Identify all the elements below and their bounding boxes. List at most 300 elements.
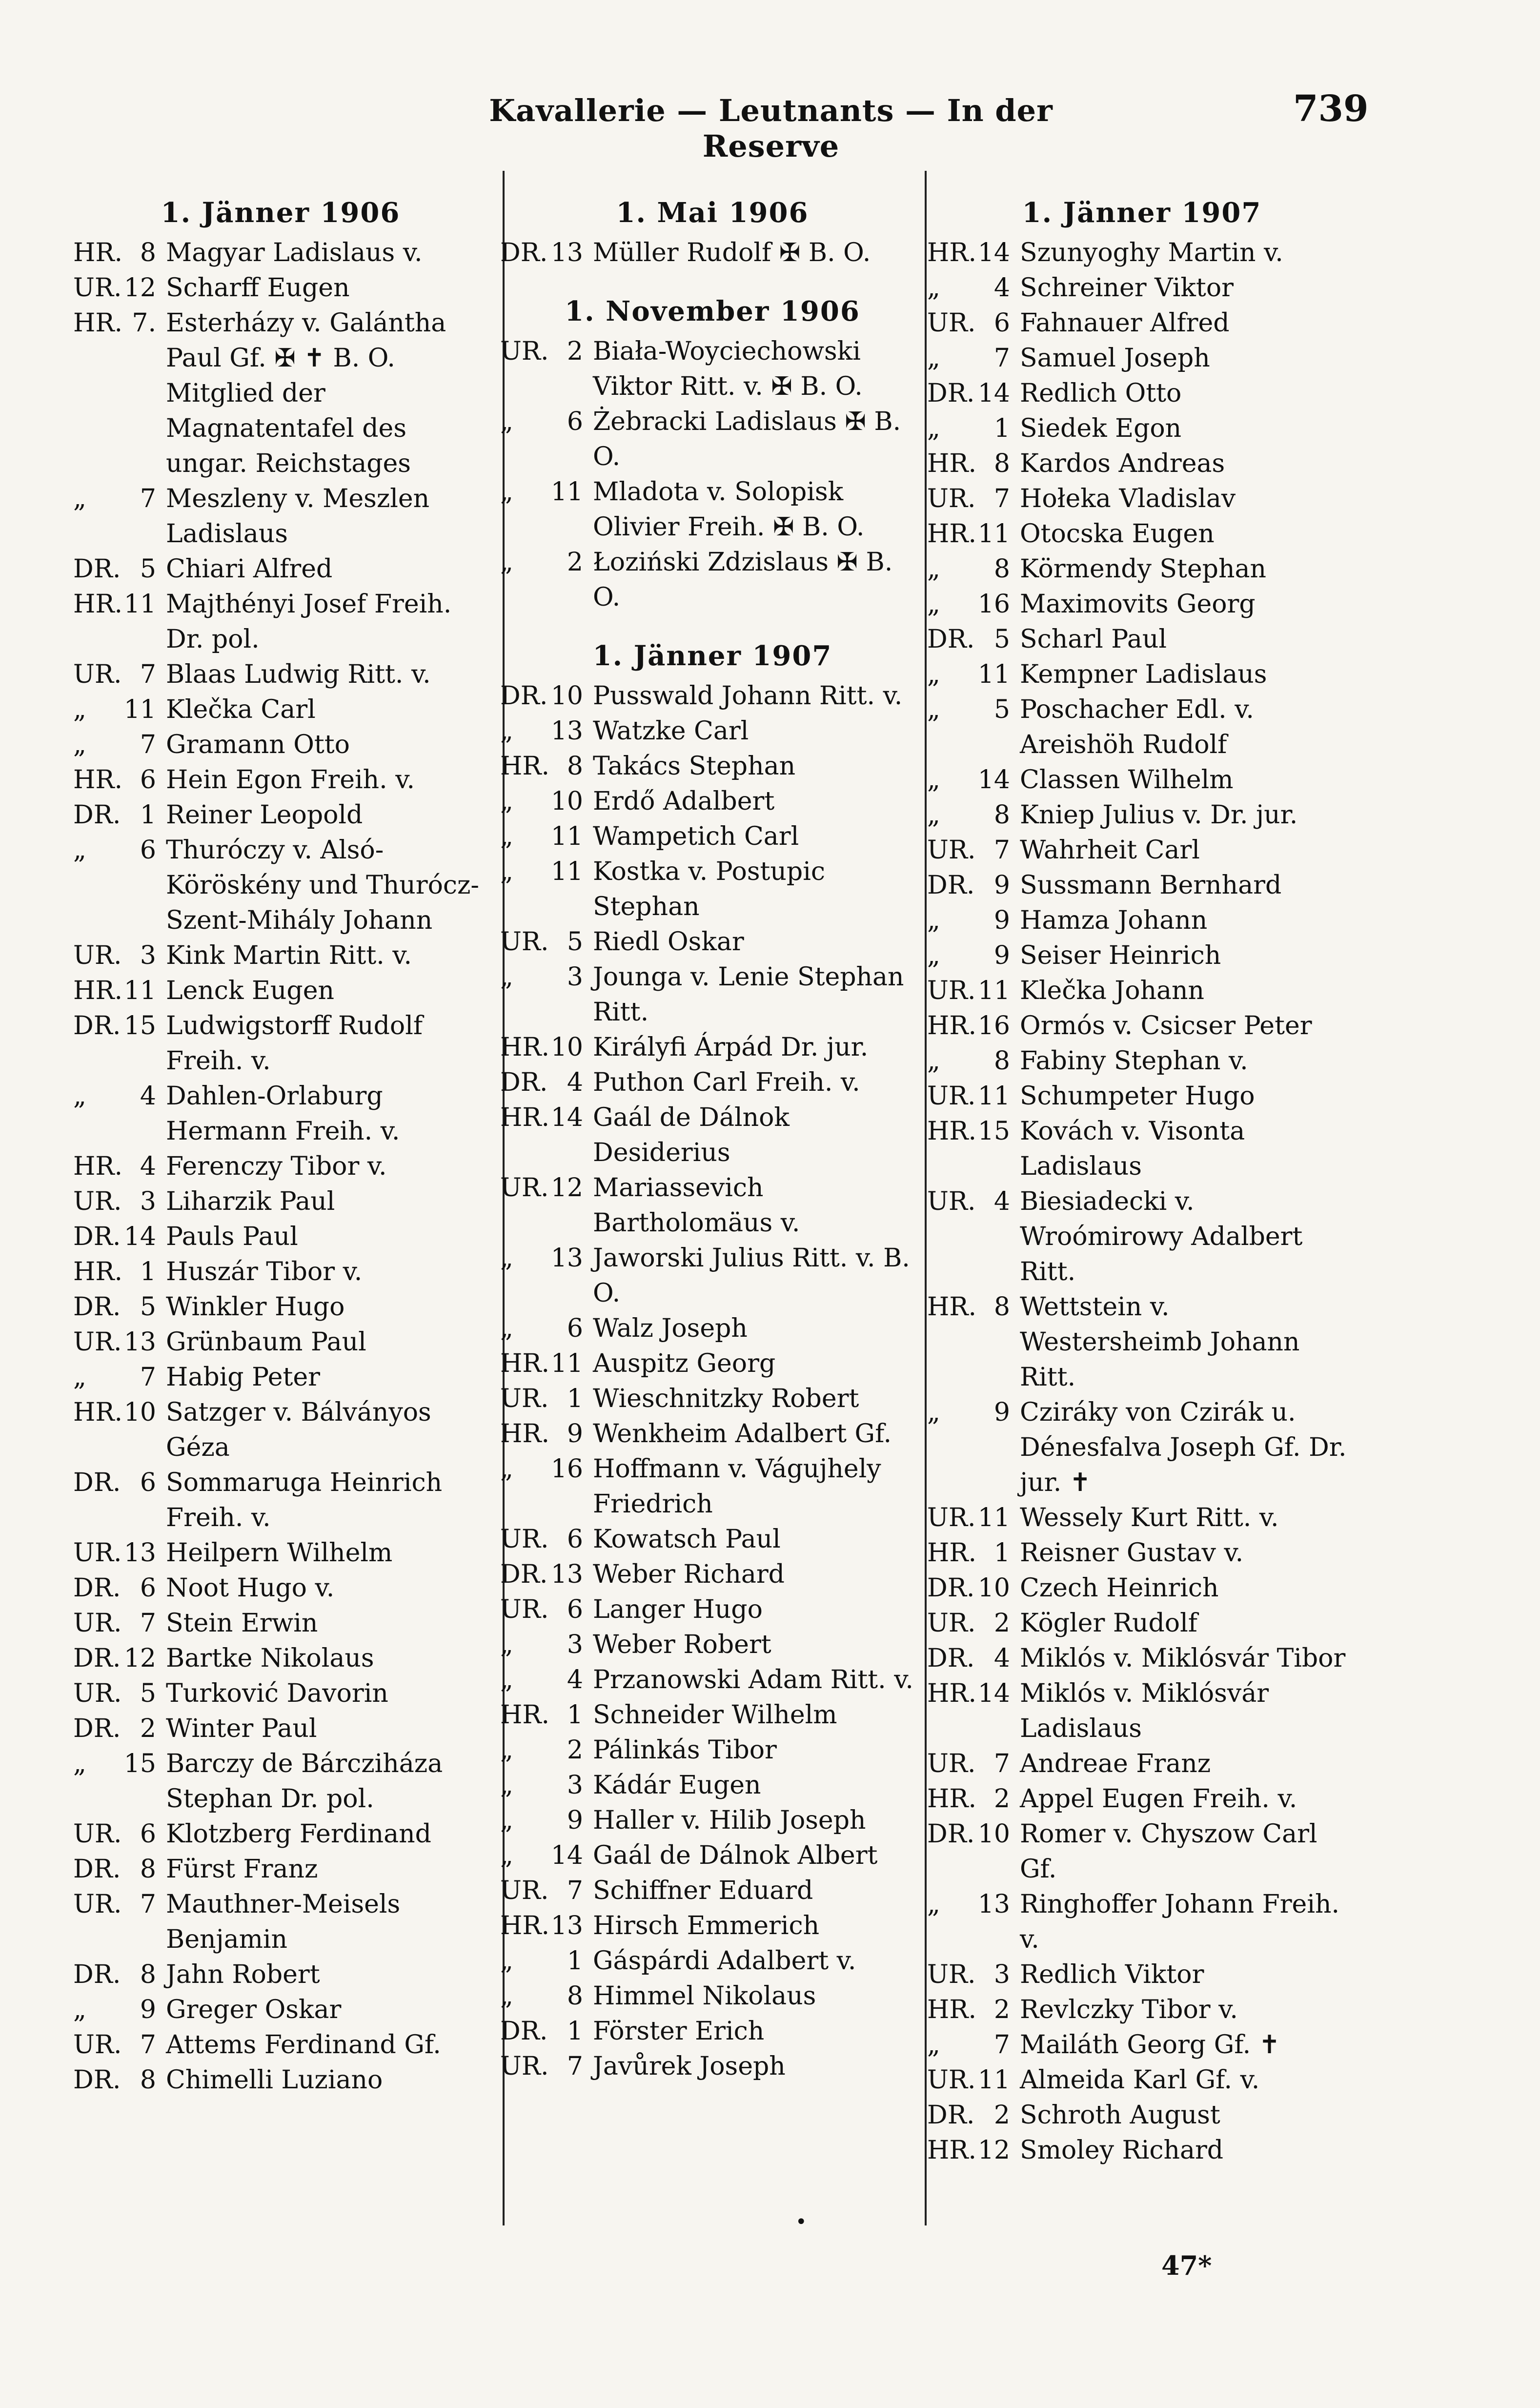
rank-day: 13: [977, 1890, 1010, 1919]
officer-name: Almeida Karl Gf. v.: [1020, 2065, 1260, 2095]
list-item: [73, 1465, 488, 1535]
list-item: [73, 1008, 488, 1079]
signature-mark: 47*: [1161, 2250, 1212, 2281]
regiment-abbrev: „: [500, 822, 513, 851]
officer-name: Poschacher Edl. v. Areishöh Rudolf: [1020, 695, 1254, 759]
regiment-abbrev: DR.: [73, 1573, 121, 1603]
rank-day: 6: [567, 407, 583, 436]
officer-name: Majthényi Josef Freih. Dr. pol.: [166, 590, 452, 654]
rank-day: 16: [977, 1011, 1010, 1041]
rank-day: 12: [550, 1173, 583, 1203]
regiment-abbrev: UR.: [927, 1749, 976, 1778]
regiment-abbrev: DR.: [500, 681, 548, 711]
rank-day: 5: [567, 927, 583, 957]
regiment-abbrev: „: [500, 1735, 513, 1765]
list-item: [500, 749, 925, 784]
officer-name: Pusswald Johann Ritt. v.: [593, 681, 903, 711]
regiment-abbrev: HR.: [927, 2136, 977, 2165]
regiment-abbrev: DR.: [73, 554, 121, 584]
regiment-abbrev: „: [500, 1806, 513, 1835]
rank-day: 11: [123, 695, 156, 724]
officer-name: Żebracki Ladislaus ✠ B. O.: [593, 407, 901, 471]
regiment-abbrev: „: [73, 1995, 86, 2024]
regiment-abbrev: „: [927, 695, 940, 724]
list-item: [500, 1733, 925, 1768]
regiment-abbrev: „: [500, 857, 513, 886]
officer-name: Ormós v. Csicser Peter: [1020, 1011, 1312, 1041]
list-item: [927, 868, 1357, 903]
officer-name: Förster Erich: [593, 2017, 765, 2046]
list-item: [927, 1008, 1357, 1043]
regiment-abbrev: HR.: [927, 1538, 977, 1568]
officer-name: Klečka Johann: [1020, 976, 1205, 1005]
rank-day: 10: [550, 681, 583, 711]
officer-name: Attems Ferdinand Gf.: [166, 2030, 441, 2060]
officer-name: Chiari Alfred: [166, 554, 333, 584]
regiment-abbrev: „: [500, 407, 513, 436]
regiment-abbrev: „: [500, 1841, 513, 1870]
officer-name: Wettstein v. Westersheimb Johann Ritt.: [1020, 1292, 1300, 1392]
list-item: [73, 1711, 488, 1746]
list-item: [500, 1170, 925, 1241]
regiment-abbrev: „: [927, 1046, 940, 1076]
officer-name: Blaas Ludwig Ritt. v.: [166, 660, 431, 689]
list-item: [73, 1219, 488, 1254]
regiment-abbrev: HR.: [73, 765, 123, 795]
rank-day: 7: [140, 660, 156, 689]
officer-name: Sommaruga Heinrich Freih. v.: [166, 1468, 443, 1532]
list-item: [73, 727, 488, 762]
list-item: [500, 1943, 925, 1979]
list-item: [927, 411, 1357, 446]
regiment-abbrev: HR.: [73, 1257, 123, 1286]
rank-day: 5: [993, 625, 1010, 654]
regiment-abbrev: DR.: [73, 1960, 121, 1989]
officer-name: Miklós v. Miklósvár Tibor: [1020, 1644, 1346, 1673]
rank-day: 3: [567, 1771, 583, 1800]
list-item: [73, 1254, 488, 1289]
officer-name: Maximovits Georg: [1020, 590, 1256, 619]
rank-day: 7: [140, 1890, 156, 1919]
officer-name: Himmel Nikolaus: [593, 1981, 816, 2011]
rank-day: 6: [993, 308, 1010, 338]
officer-name: Fürst Franz: [166, 1855, 318, 1884]
rank-day: 7: [140, 1609, 156, 1638]
list-item: [500, 854, 925, 924]
officer-name: Mailáth Georg Gf. ✝: [1020, 2030, 1280, 2060]
list-item: [73, 481, 488, 551]
list-item: [73, 1149, 488, 1184]
list-item: [927, 1641, 1357, 1676]
rank-day: 10: [123, 1398, 156, 1427]
regiment-abbrev: HR.: [500, 1419, 550, 1449]
officer-name: Szunyoghy Martin v.: [1020, 238, 1283, 267]
rank-day: 7: [140, 1363, 156, 1392]
officer-name: Kögler Rudolf: [1020, 1609, 1197, 1638]
column-1: [73, 190, 488, 2098]
list-item: [927, 1395, 1357, 1500]
officer-name: Dahlen-Orlaburg Hermann Freih. v.: [166, 1082, 400, 1146]
rank-day: 11: [977, 660, 1010, 689]
list-item: [73, 306, 488, 481]
regiment-abbrev: „: [73, 1082, 86, 1111]
rank-day: 6: [567, 1314, 583, 1343]
rank-day: 8: [567, 1981, 583, 2011]
regiment-abbrev: DR.: [927, 871, 975, 900]
list-item: [927, 797, 1357, 833]
regiment-abbrev: HR.: [73, 1152, 123, 1181]
officer-name: Winkler Hugo: [166, 1292, 345, 1322]
list-item: [927, 1079, 1357, 1114]
list-item: [927, 833, 1357, 868]
section-heading: 1. Jänner 1906: [161, 197, 401, 229]
officer-name: Wieschnitzky Robert: [593, 1384, 859, 1413]
regiment-abbrev: HR.: [927, 1679, 977, 1708]
regiment-abbrev: „: [927, 590, 940, 619]
regiment-abbrev: „: [500, 1630, 513, 1659]
regiment-abbrev: „: [500, 1981, 513, 2011]
rank-day: 9: [993, 906, 1010, 935]
officer-name: Pauls Paul: [166, 1222, 298, 1251]
section-heading: 1. Mai 1906: [616, 197, 809, 229]
rank-day: 2: [567, 337, 583, 366]
rank-day: 14: [977, 379, 1010, 408]
officer-name: Satzger v. Bálványos Géza: [166, 1398, 431, 1462]
list-item: [73, 1992, 488, 2027]
rank-day: 14: [977, 765, 1010, 795]
rank-day: 2: [140, 1714, 156, 1743]
regiment-abbrev: HR.: [927, 1011, 977, 1041]
rank-day: 7: [140, 730, 156, 759]
list-item: [927, 2133, 1357, 2168]
list-item: [500, 1381, 925, 1416]
list-item: [500, 1979, 925, 2014]
officer-name: Hamza Johann: [1020, 906, 1208, 935]
officer-name: Langer Hugo: [593, 1595, 763, 1624]
rank-day: 2: [993, 1995, 1010, 2024]
list-item: [73, 1957, 488, 1992]
officer-name: Takács Stephan: [593, 752, 796, 781]
list-item: [500, 819, 925, 854]
list-item: [500, 545, 925, 615]
officer-name: Javůrek Joseph: [593, 2052, 786, 2081]
regiment-abbrev: DR.: [73, 1855, 121, 1884]
list-item: [927, 2062, 1357, 2098]
regiment-abbrev: UR.: [927, 836, 976, 865]
list-item: [73, 1641, 488, 1676]
rank-day: 7: [993, 2030, 1010, 2060]
regiment-abbrev: UR.: [73, 1609, 122, 1638]
list-item: [500, 1030, 925, 1065]
list-item: [927, 516, 1357, 551]
list-item: [73, 1571, 488, 1606]
regiment-abbrev: UR.: [73, 1679, 122, 1708]
regiment-abbrev: „: [73, 695, 86, 724]
officer-name: Hein Egon Freih. v.: [166, 765, 415, 795]
list-item: [500, 404, 925, 474]
officer-name: Müller Rudolf ✠ B. O.: [593, 238, 871, 267]
officer-name: Puthon Carl Freih. v.: [593, 1068, 860, 1097]
rank-day: 4: [567, 1665, 583, 1694]
regiment-abbrev: UR.: [500, 2052, 549, 2081]
officer-name: Kovách v. Visonta Ladislaus: [1020, 1117, 1245, 1181]
regiment-abbrev: „: [927, 2030, 940, 2060]
regiment-abbrev: „: [73, 836, 86, 865]
officer-name: Samuel Joseph: [1020, 344, 1210, 373]
rank-day: 16: [550, 1454, 583, 1484]
list-item: [927, 1606, 1357, 1641]
list-item: [927, 2027, 1357, 2062]
rank-day: 11: [550, 822, 583, 851]
list-item: [73, 797, 488, 833]
list-item: [500, 714, 925, 749]
regiment-abbrev: „: [927, 554, 940, 584]
list-item: [73, 1746, 488, 1816]
list-item: [927, 446, 1357, 481]
rank-day: 5: [140, 1292, 156, 1322]
regiment-abbrev: UR.: [500, 1384, 549, 1413]
rank-day: 8: [993, 1046, 1010, 1076]
rank-day: 10: [977, 1573, 1010, 1603]
regiment-abbrev: DR.: [73, 2065, 121, 2095]
list-item: [73, 1395, 488, 1465]
officer-name: Gramann Otto: [166, 730, 350, 759]
rank-day: 8: [993, 449, 1010, 478]
list-item: [500, 1311, 925, 1346]
officer-name: Redlich Otto: [1020, 379, 1182, 408]
regiment-abbrev: UR.: [500, 1525, 549, 1554]
rank-day: 12: [123, 273, 156, 303]
rank-day: 6: [140, 1819, 156, 1849]
regiment-abbrev: HR.: [927, 519, 977, 549]
regiment-abbrev: UR.: [927, 1082, 976, 1111]
regiment-abbrev: „: [927, 800, 940, 830]
rank-day: 3: [567, 962, 583, 992]
list-item: [500, 924, 925, 959]
regiment-abbrev: HR.: [927, 1784, 977, 1814]
column-3: [927, 190, 1357, 2168]
officer-name: Grünbaum Paul: [166, 1327, 366, 1357]
officer-name: Winter Paul: [166, 1714, 317, 1743]
officer-name: Fabiny Stephan v.: [1020, 1046, 1248, 1076]
list-item: [73, 1816, 488, 1852]
rank-day: 16: [977, 590, 1010, 619]
regiment-abbrev: UR.: [927, 2065, 976, 2095]
officer-name: Wampetich Carl: [593, 822, 799, 851]
list-item: [927, 1746, 1357, 1781]
rank-day: 11: [977, 1503, 1010, 1532]
regiment-abbrev: UR.: [500, 337, 549, 366]
rank-day: 15: [123, 1749, 156, 1778]
officer-name: Gáspárdi Adalbert v.: [593, 1946, 856, 1976]
regiment-abbrev: „: [500, 1665, 513, 1694]
list-item: [500, 2014, 925, 2049]
list-item: [500, 1346, 925, 1381]
officer-name: Schroth August: [1020, 2101, 1220, 2130]
rank-day: 8: [993, 1292, 1010, 1322]
officer-name: Thuróczy v. Alsó-Köröskény und Thurócz-Szent-Mihály Johann: [166, 836, 480, 935]
list-item: [73, 1360, 488, 1395]
list-item: [927, 235, 1357, 270]
officer-name: Erdő Adalbert: [593, 787, 775, 816]
list-item: [927, 1289, 1357, 1395]
officer-name: Jahn Robert: [166, 1960, 320, 1989]
officer-name: Pálinkás Tibor: [593, 1735, 777, 1765]
section-heading: 1. November 1906: [565, 295, 860, 327]
regiment-abbrev: DR.: [73, 800, 121, 830]
rank-day: 11: [977, 2065, 1010, 2095]
list-item: [500, 235, 925, 270]
regiment-abbrev: DR.: [927, 1819, 975, 1849]
regiment-abbrev: DR.: [73, 1011, 121, 1041]
officer-name: Királyfi Árpád Dr. jur.: [593, 1033, 869, 1062]
regiment-abbrev: UR.: [927, 308, 976, 338]
regiment-abbrev: „: [500, 548, 513, 577]
officer-name: Chimelli Luziano: [166, 2065, 383, 2095]
regiment-abbrev: DR.: [927, 2101, 975, 2130]
officer-name: Jaworski Julius Ritt. v. B. O.: [593, 1244, 910, 1308]
officer-name: Łoziński Zdzislaus ✠ B. O.: [593, 548, 893, 612]
list-item: [927, 1043, 1357, 1079]
list-item: [73, 1887, 488, 1957]
list-item: [927, 692, 1357, 762]
regiment-abbrev: UR.: [73, 1187, 122, 1216]
regiment-abbrev: UR.: [73, 941, 122, 970]
regiment-abbrev: UR.: [73, 1819, 122, 1849]
regiment-abbrev: HR.: [73, 590, 123, 619]
list-item: [927, 1816, 1357, 1887]
list-item: [927, 270, 1357, 306]
regiment-abbrev: UR.: [500, 1876, 549, 1905]
rank-day: 4: [993, 1644, 1010, 1673]
officer-name: Schumpeter Hugo: [1020, 1082, 1255, 1111]
list-item: [73, 1079, 488, 1149]
rank-day: 8: [993, 800, 1010, 830]
rank-day: 6: [140, 1468, 156, 1497]
list-item: [500, 1803, 925, 1838]
regiment-abbrev: UR.: [500, 1173, 549, 1203]
officer-name: Jounga v. Lenie Stephan Ritt.: [593, 962, 904, 1027]
regiment-abbrev: „: [500, 1314, 513, 1343]
running-header: Kavallerie — Leutnants — In der Reserve: [489, 93, 1053, 164]
rank-day: 2: [567, 1735, 583, 1765]
list-item: [927, 1957, 1357, 1992]
list-item: [500, 1662, 925, 1697]
list-item: [73, 1676, 488, 1711]
list-item: [73, 762, 488, 797]
officer-name: Romer v. Chyszow Carl Gf.: [1020, 1819, 1317, 1884]
officer-name: Sussmann Bernhard: [1020, 871, 1282, 900]
rank-day: 7: [140, 484, 156, 513]
regiment-abbrev: DR.: [73, 1468, 121, 1497]
footer-dot: •: [795, 2211, 807, 2233]
list-item: [73, 551, 488, 587]
list-item: [500, 1838, 925, 1873]
rank-day: 10: [550, 787, 583, 816]
regiment-abbrev: „: [500, 1771, 513, 1800]
list-item: [73, 1535, 488, 1571]
section-heading: 1. Jänner 1907: [1022, 197, 1262, 229]
officer-name: Miklós v. Miklósvár Ladislaus: [1020, 1679, 1269, 1743]
page-number: 739: [1293, 88, 1369, 130]
list-item: [927, 1887, 1357, 1957]
list-item: [927, 1676, 1357, 1746]
list-item: [927, 657, 1357, 692]
regiment-abbrev: „: [73, 1363, 86, 1392]
rank-day: 15: [977, 1117, 1010, 1146]
officer-name: Walz Joseph: [593, 1314, 748, 1343]
list-item: [927, 587, 1357, 622]
regiment-abbrev: DR.: [73, 1644, 121, 1673]
rank-day: 6: [567, 1525, 583, 1554]
officer-name: Körmendy Stephan: [1020, 554, 1266, 584]
rank-day: 13: [550, 1560, 583, 1589]
officer-name: Czech Heinrich: [1020, 1573, 1219, 1603]
regiment-abbrev: HR.: [500, 1349, 550, 1378]
officer-name: Fahnauer Alfred: [1020, 308, 1230, 338]
regiment-abbrev: „: [927, 273, 940, 303]
rank-day: 13: [123, 1538, 156, 1568]
regiment-abbrev: HR.: [927, 449, 977, 478]
list-item: [500, 1592, 925, 1627]
rank-day: 3: [993, 1960, 1010, 1989]
column-divider: [925, 171, 927, 2225]
officer-name: Klotzberg Ferdinand: [166, 1819, 431, 1849]
regiment-abbrev: HR.: [500, 1911, 550, 1940]
officer-name: Scharff Eugen: [166, 273, 350, 303]
rank-day: 6: [140, 836, 156, 865]
rank-day: 5: [993, 695, 1010, 724]
list-item: [500, 1522, 925, 1557]
officer-name: Kardos Andreas: [1020, 449, 1225, 478]
officer-name: Biesiadecki v. Wroómirowy Adalbert Ritt.: [1020, 1187, 1303, 1286]
rank-day: 8: [140, 238, 156, 267]
officer-name: Bartke Nikolaus: [166, 1644, 374, 1673]
list-item: [927, 903, 1357, 938]
regiment-abbrev: „: [927, 941, 940, 970]
rank-day: 6: [140, 765, 156, 795]
list-item: [500, 1697, 925, 1733]
regiment-abbrev: HR.: [73, 238, 123, 267]
officer-name: Esterházy v. Galántha Paul Gf. ✠ ✝ B. O. Mitglied der Magnatentafel des ungar. Reichstages: [166, 308, 446, 478]
officer-name: Gaál de Dálnok Albert: [593, 1841, 878, 1870]
list-item: [73, 833, 488, 938]
rank-day: 12: [123, 1644, 156, 1673]
regiment-abbrev: UR.: [500, 927, 549, 957]
list-item: [927, 481, 1357, 516]
regiment-abbrev: UR.: [927, 976, 976, 1005]
list-item: [500, 1627, 925, 1662]
officer-name: Kniep Julius v. Dr. jur.: [1020, 800, 1298, 830]
list-item: [500, 1100, 925, 1170]
list-item: [500, 678, 925, 714]
rank-day: 1: [567, 1700, 583, 1730]
rank-day: 3: [567, 1630, 583, 1659]
regiment-abbrev: UR.: [927, 484, 976, 513]
regiment-abbrev: HR.: [500, 1700, 550, 1730]
regiment-abbrev: HR.: [73, 308, 123, 338]
list-item: [927, 376, 1357, 411]
rank-day: 4: [993, 1187, 1010, 1216]
regiment-abbrev: „: [500, 787, 513, 816]
list-item: [500, 1451, 925, 1522]
officer-name: Watzke Carl: [593, 716, 749, 746]
rank-day: 6: [140, 1573, 156, 1603]
regiment-abbrev: HR.: [500, 1103, 550, 1132]
regiment-abbrev: DR.: [500, 1560, 548, 1589]
regiment-abbrev: HR.: [73, 1398, 123, 1427]
regiment-abbrev: UR.: [500, 1595, 549, 1624]
